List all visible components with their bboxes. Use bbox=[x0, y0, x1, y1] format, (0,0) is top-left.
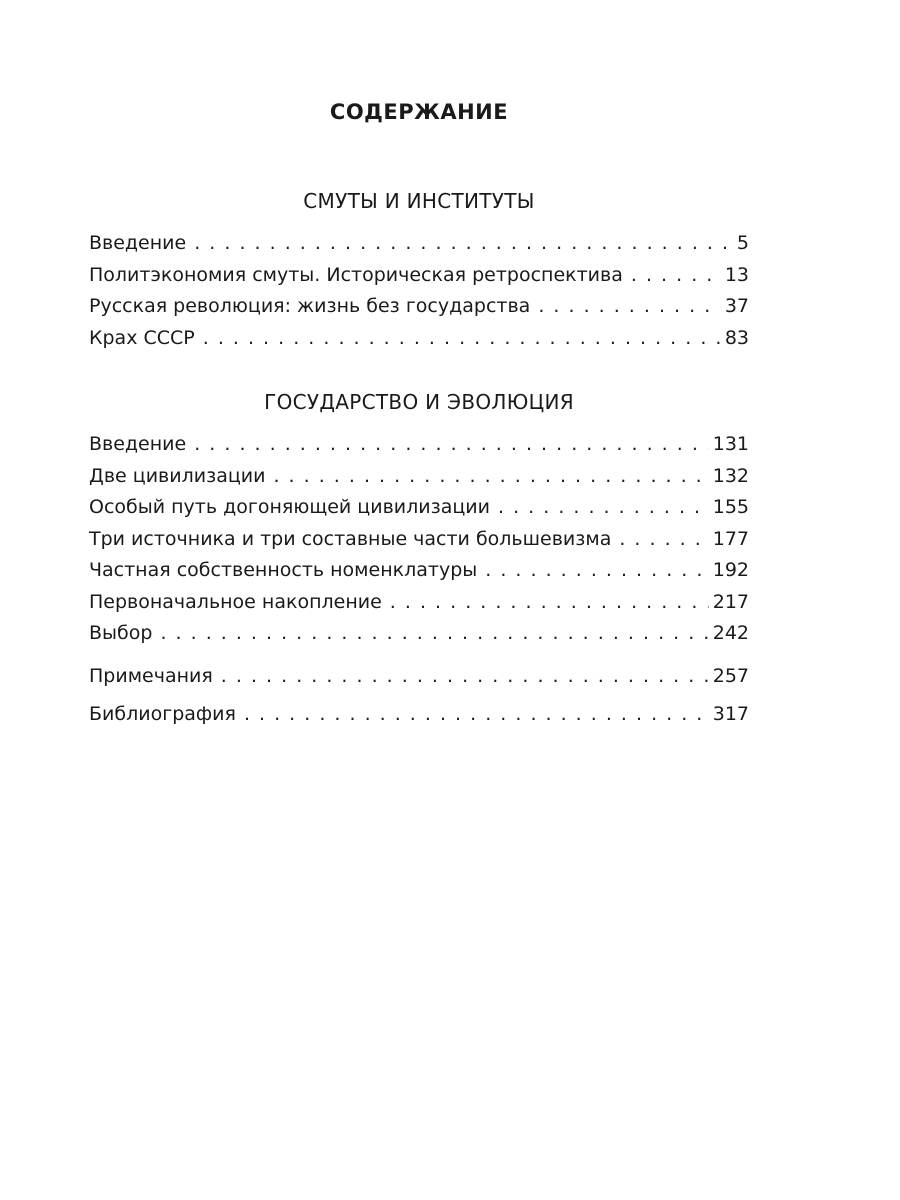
dot-leader bbox=[485, 559, 708, 581]
toc-entry-notes[interactable] bbox=[89, 665, 749, 703]
dot-leader bbox=[498, 496, 709, 518]
toc-entry-bibliography[interactable] bbox=[89, 703, 749, 741]
entry-title: Особый путь догоняющей цивилизации bbox=[89, 496, 490, 518]
toc-entry[interactable] bbox=[89, 559, 749, 591]
part-title-smuty: СМУТЫ И ИНСТИТУТЫ bbox=[303, 189, 535, 213]
entry-title: Частная собственность номенклатуры bbox=[89, 559, 478, 581]
entry-page-number: 242 bbox=[712, 622, 749, 644]
entry-page-number: 177 bbox=[712, 527, 749, 550]
entry-page-number: 5 bbox=[736, 232, 749, 254]
entry-page-number: 217 bbox=[712, 590, 749, 613]
entry-page-number: 317 bbox=[712, 703, 749, 725]
entry-page-number: 131 bbox=[712, 433, 749, 455]
entry-page-number: 257 bbox=[712, 665, 749, 687]
toc-entry[interactable] bbox=[89, 295, 749, 327]
entry-page-number: 37 bbox=[724, 295, 749, 317]
dot-leader bbox=[221, 665, 709, 687]
toc-entry[interactable] bbox=[89, 528, 749, 560]
entry-title: Политэкономия смуты. Историческая ретроспектива bbox=[89, 263, 623, 286]
dot-leader bbox=[160, 622, 708, 644]
entry-page-number: 13 bbox=[724, 263, 749, 286]
toc-list-back-matter bbox=[89, 665, 749, 741]
dot-leader bbox=[538, 295, 720, 317]
toc-list-part-1 bbox=[89, 232, 749, 358]
entry-title: Примечания bbox=[89, 665, 213, 687]
toc-entry[interactable] bbox=[89, 496, 749, 528]
entry-title: Три источника и три составные части большевизма bbox=[89, 527, 612, 550]
dot-leader bbox=[390, 591, 709, 613]
toc-entry[interactable] bbox=[89, 327, 749, 359]
toc-list-part-2 bbox=[89, 433, 749, 654]
entry-title: Введение bbox=[89, 232, 187, 254]
entry-title: Первоначальное накопление bbox=[89, 590, 382, 613]
toc-entry[interactable] bbox=[89, 232, 749, 264]
dot-leader bbox=[273, 465, 708, 487]
toc-entry[interactable] bbox=[89, 622, 749, 654]
toc-entry[interactable] bbox=[89, 433, 749, 465]
dot-leader bbox=[619, 528, 708, 550]
dot-leader bbox=[194, 433, 709, 455]
entry-title: Библиография bbox=[89, 703, 236, 725]
dot-leader bbox=[203, 327, 721, 349]
toc-entry[interactable] bbox=[89, 465, 749, 497]
part-title-gosudarstvo: ГОСУДАРСТВО И ЭВОЛЮЦИЯ bbox=[264, 390, 574, 414]
entry-title: Русская революция: жизнь без государства bbox=[89, 295, 531, 317]
dot-leader bbox=[631, 264, 721, 286]
entry-page-number: 192 bbox=[712, 559, 749, 581]
entry-title: Две цивилизации bbox=[89, 464, 266, 487]
entry-page-number: 132 bbox=[712, 464, 749, 487]
entry-page-number: 155 bbox=[712, 496, 749, 518]
dot-leader bbox=[194, 232, 733, 254]
toc-entry[interactable] bbox=[89, 264, 749, 296]
entry-title: Выбор bbox=[89, 622, 153, 644]
entry-title: Крах СССР bbox=[89, 326, 195, 349]
toc-entry[interactable] bbox=[89, 591, 749, 623]
dot-leader bbox=[244, 703, 709, 725]
entry-title: Введение bbox=[89, 433, 187, 455]
page-title: СОДЕРЖАНИЕ bbox=[329, 100, 509, 124]
entry-page-number: 83 bbox=[724, 326, 749, 349]
